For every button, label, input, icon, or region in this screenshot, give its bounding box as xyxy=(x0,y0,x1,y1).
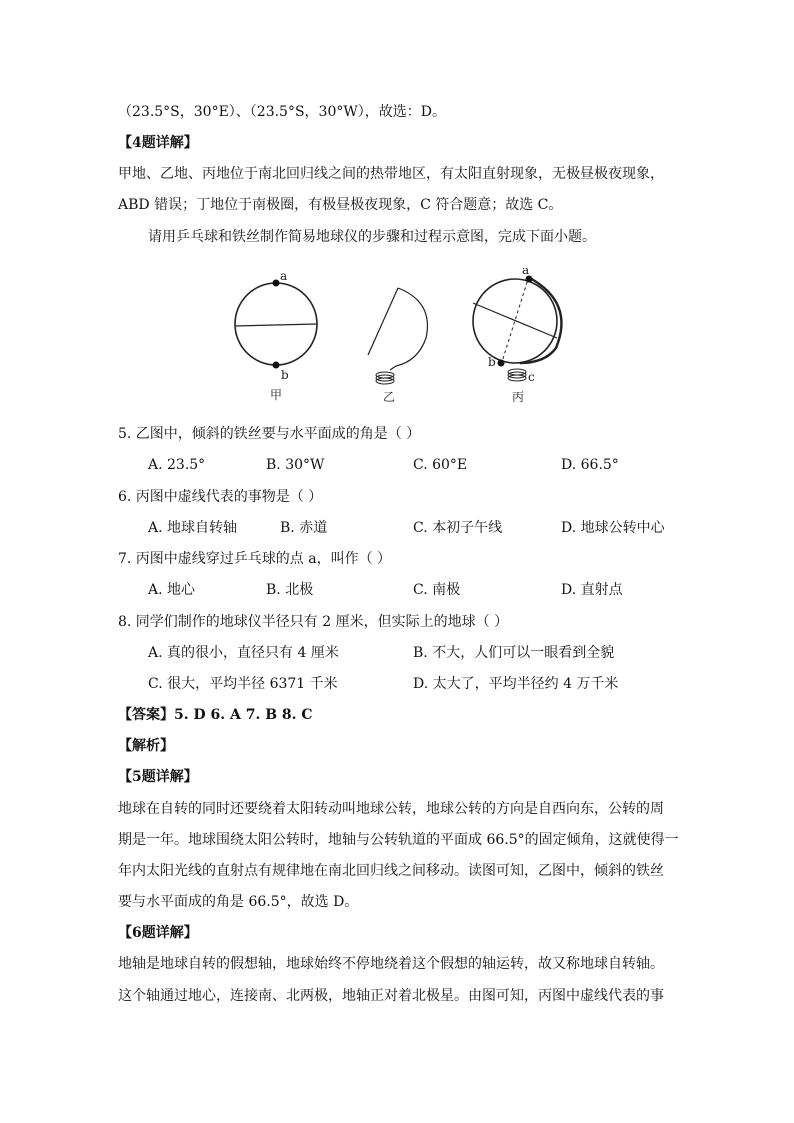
q6-line: 地轴是地球自转的假想轴，地球始终不停地绕着这个假想的轴运转，故又称地球自转轴。 xyxy=(118,956,664,972)
option-c: C. 本初子午线 xyxy=(413,520,503,536)
q6-header: 【6题详解】 xyxy=(118,925,198,941)
option-d: D. 66.5° xyxy=(561,457,619,473)
figure-bing xyxy=(473,268,561,404)
q4-header: 【4题详解】 xyxy=(118,135,198,151)
q4-line: ABD 错误；丁地位于南极圈，有极昼极夜现象，C 符合题意；故选 C。 xyxy=(118,197,563,213)
option-b: B. 北极 xyxy=(266,582,314,598)
figure-jia xyxy=(235,269,317,402)
label-a: a xyxy=(280,269,288,283)
label-b: b xyxy=(488,355,496,369)
question-stem: 8. 同学们制作的地球仪半径只有 2 厘米，但实际上的地球（ ） xyxy=(118,614,509,630)
option-c: C. 南极 xyxy=(413,582,461,598)
label-jia: 甲 xyxy=(270,388,283,402)
option-a: A. 23.5° xyxy=(148,457,206,473)
option-b: B. 不大，人们可以一眼看到全貌 xyxy=(413,645,615,661)
top-text: （23.5°S，30°E）、（23.5°S，30°W），故选：D。 xyxy=(118,104,446,120)
option-c: C. 60°E xyxy=(413,457,468,473)
answer-line: 【答案】5. D 6. A 7. B 8. C xyxy=(118,707,313,723)
figure-yi xyxy=(368,288,427,404)
q5-line: 年内太阳光线的直射点有规律地在南北回归线之间移动。读图可知，乙图中，倾斜的铁丝 xyxy=(118,863,664,879)
option-c: C. 很大，平均半径 6371 千米 xyxy=(148,676,338,692)
option-b: B. 30°W xyxy=(266,457,325,473)
label-b: b xyxy=(281,368,289,382)
option-d: D. 地球公转中心 xyxy=(561,520,665,536)
q5-header: 【5题详解】 xyxy=(118,769,198,785)
question-stem: 7. 丙图中虚线穿过乒乓球的点 a，叫作（ ） xyxy=(118,551,392,567)
option-a: A. 地心 xyxy=(148,582,196,598)
q5-line: 期是一年。地球围绕太阳公转时，地轴与公转轨道的平面成 66.5°的固定倾角，这就使得一 xyxy=(118,832,679,848)
option-d: D. 太大了，平均半径约 4 万千米 xyxy=(413,676,619,692)
label-c: c xyxy=(528,370,535,384)
option-b: B. 赤道 xyxy=(280,520,328,536)
option-a: A. 真的很小，直径只有 4 厘米 xyxy=(148,645,339,661)
label-bing: 丙 xyxy=(512,390,525,404)
option-d: D. 直射点 xyxy=(561,582,623,598)
q5-line: 地球在自转的同时还要绕着太阳转动叫地球公转，地球公转的方向是自西向东，公转的周 xyxy=(118,801,664,817)
label-yi: 乙 xyxy=(383,390,396,404)
q6-line: 这个轴通过地心，连接南、北两极，地轴正对着北极星。由图可知，丙图中虚线代表的事 xyxy=(118,988,664,1004)
q4-line: 甲地、乙地、丙地位于南北回归线之间的热带地区，有太阳直射现象，无极昼极夜现象， xyxy=(118,166,664,182)
analysis-header: 【解析】 xyxy=(118,738,174,754)
globe-making-figure xyxy=(220,268,580,413)
q5-line: 要与水平面成的角是 66.5°，故选 D。 xyxy=(118,894,359,910)
intro-text: 请用乒乓球和铁丝制作简易地球仪的步骤和过程示意图，完成下面小题。 xyxy=(148,229,596,245)
option-a: A. 地球自转轴 xyxy=(148,520,238,536)
question-stem: 6. 丙图中虚线代表的事物是（ ） xyxy=(118,489,323,505)
label-a: a xyxy=(522,268,530,277)
question-stem: 5. 乙图中，倾斜的铁丝要与水平面成的角是（ ） xyxy=(118,426,421,442)
